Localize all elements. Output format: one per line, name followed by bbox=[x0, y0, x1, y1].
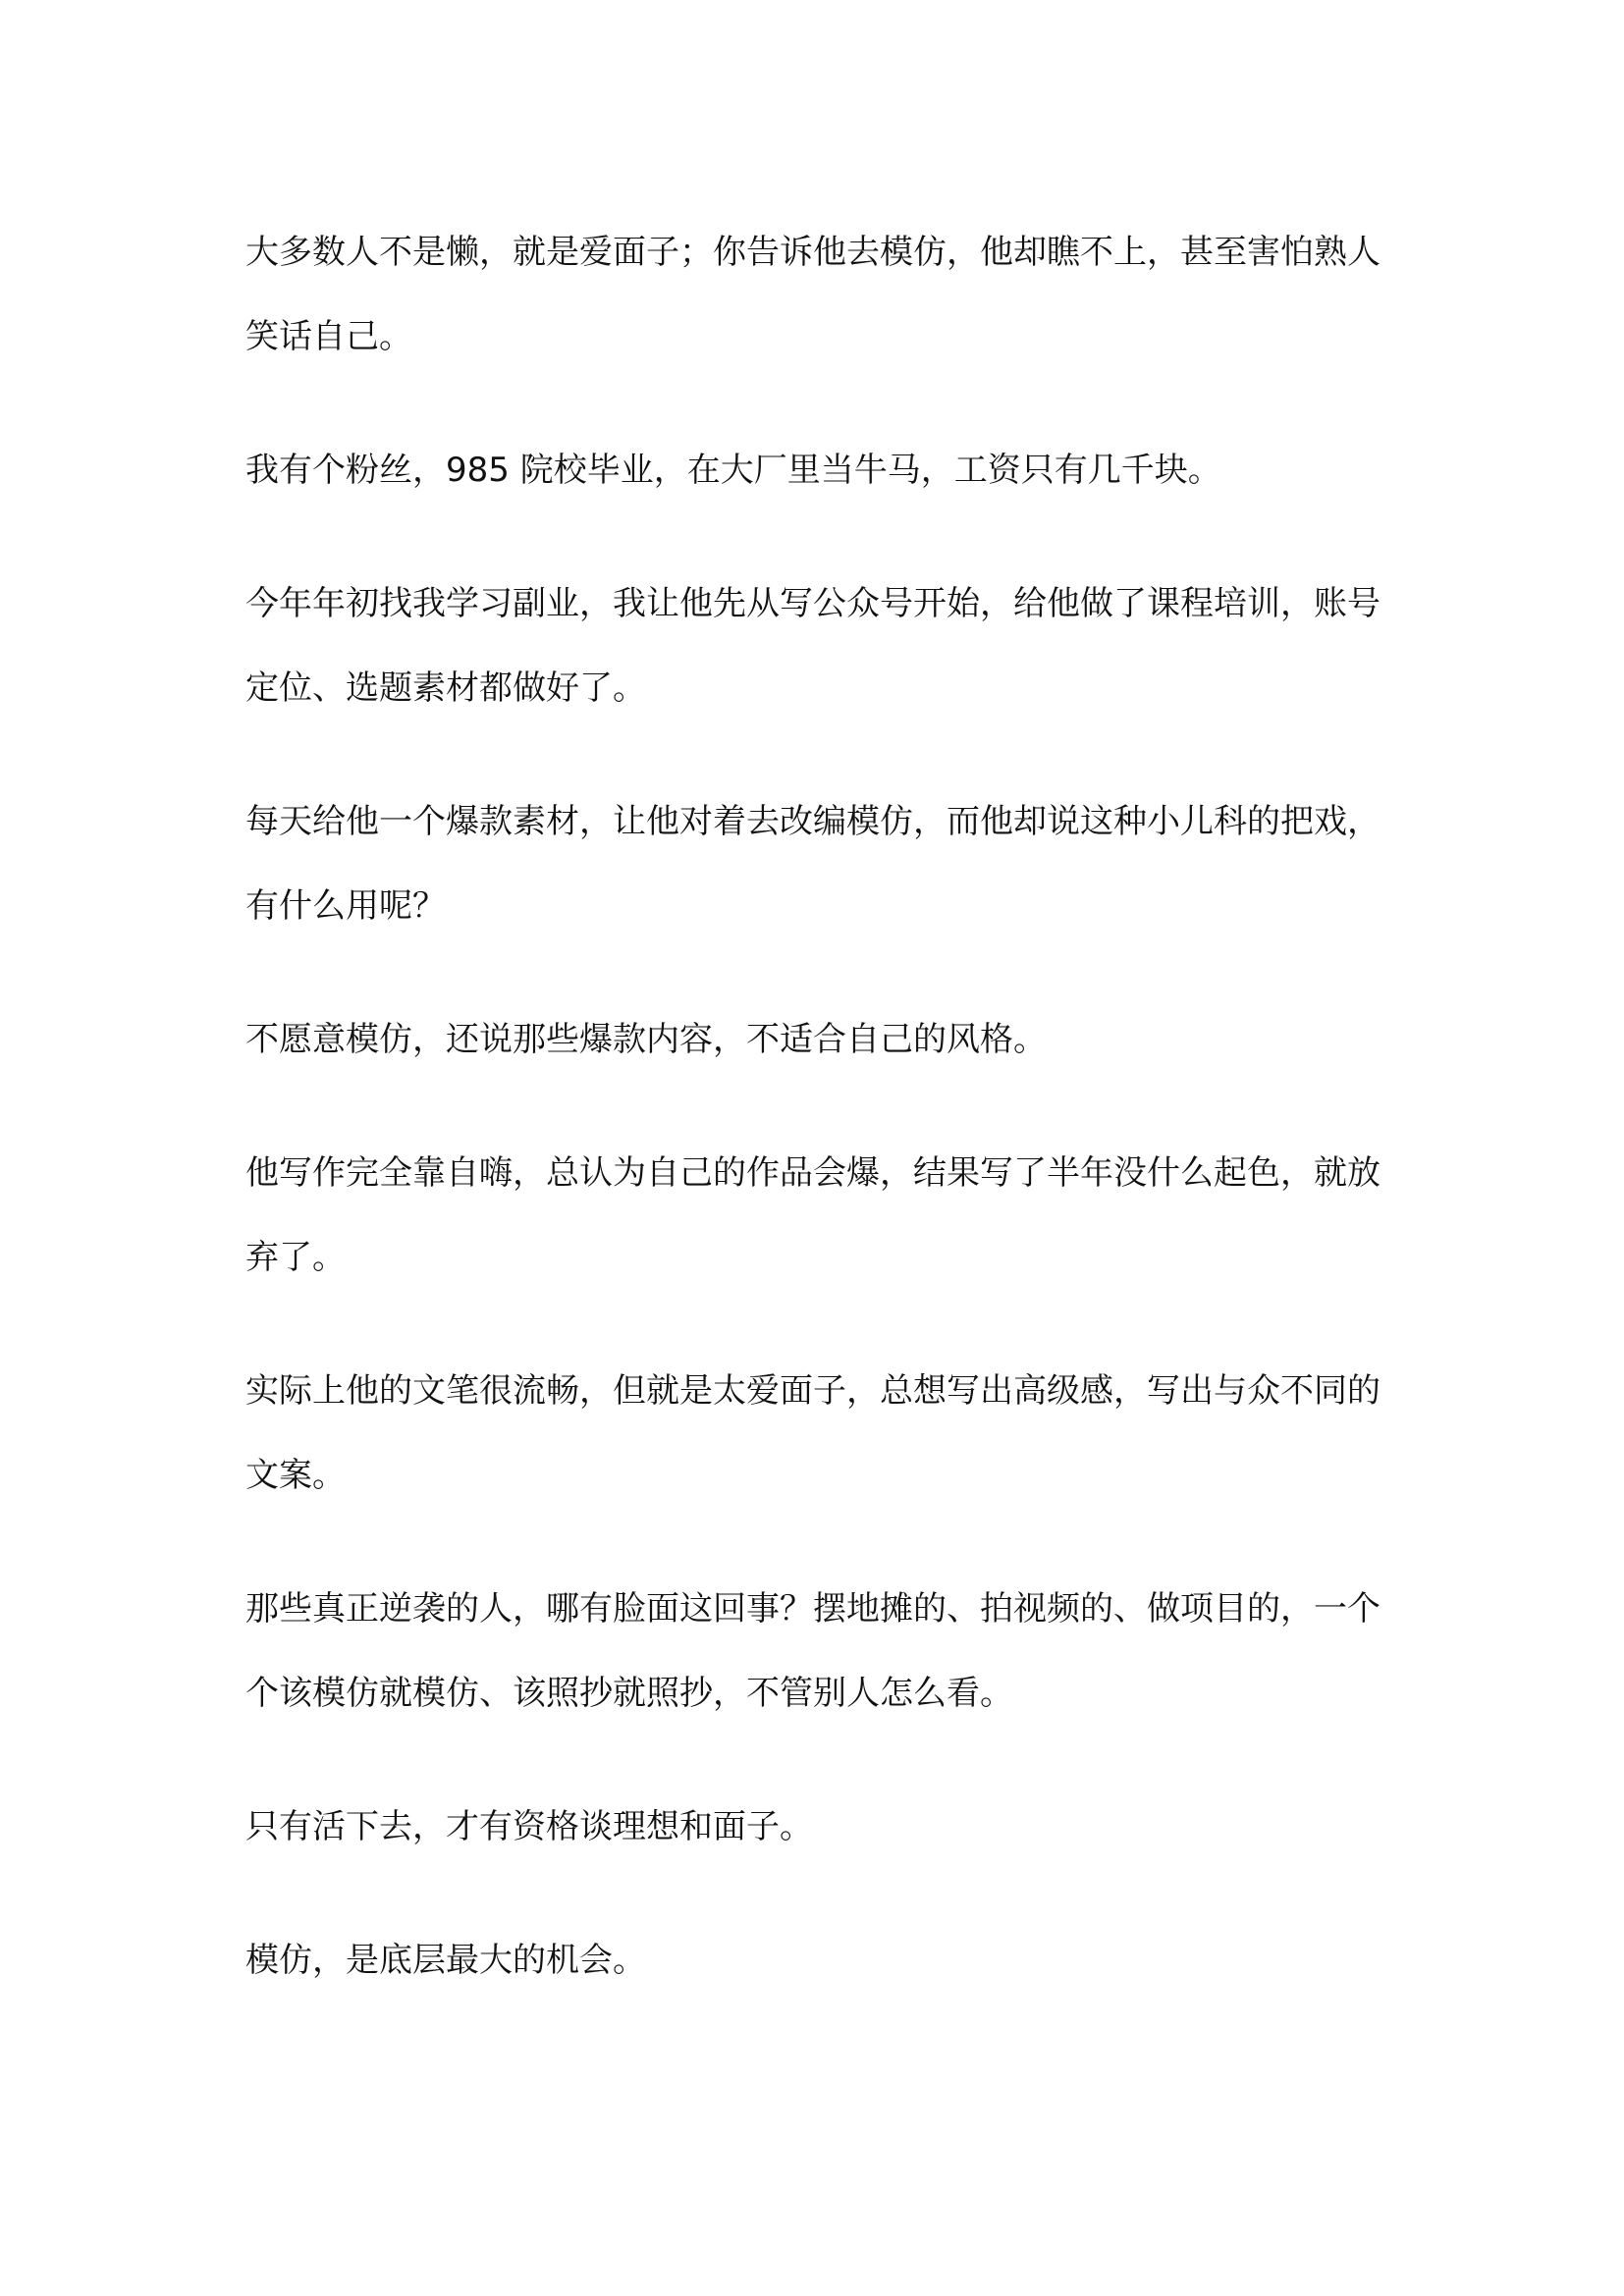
paragraph-6: 他写作完全靠自嗨，总认为自己的作品会爆，结果写了半年没什么起色，就放弃了。 bbox=[245, 1153, 1380, 1277]
paragraph-7: 实际上他的文笔很流畅，但就是太爱面子，总想写出高级感，写出与众不同的文案。 bbox=[245, 1371, 1380, 1495]
paragraph-8: 那些真正逆袭的人，哪有脸面这回事？摆地摊的、拍视频的、做项目的，一个个该模仿就模仿、该照抄就照抄，不管别人怎么看。 bbox=[245, 1589, 1380, 1713]
paragraph-3: 今年年初找我学习副业，我让他先从写公众号开始，给他做了课程培训，账号定位、选题素材都做好了。 bbox=[245, 584, 1380, 708]
paragraph-2: 我有个粉丝，985 院校毕业，在大厂里当牛马，工资只有几千块。 bbox=[245, 451, 1221, 490]
paragraph-9: 只有活下去，才有资格谈理想和面子。 bbox=[245, 1807, 813, 1846]
paragraph-4: 每天给他一个爆款素材，让他对着去改编模仿，而他却说这种小儿科的把戏，有什么用呢？ bbox=[245, 802, 1380, 926]
paragraph-1: 大多数人不是懒，就是爱面子；你告诉他去模仿，他却瞧不上，甚至害怕熟人笑话自己。 bbox=[245, 233, 1380, 356]
paragraph-10: 模仿，是底层最大的机会。 bbox=[245, 1941, 646, 1980]
document-body bbox=[245, 210, 1394, 2002]
paragraph-5: 不愿意模仿，还说那些爆款内容，不适合自己的风格。 bbox=[245, 1020, 1047, 1059]
